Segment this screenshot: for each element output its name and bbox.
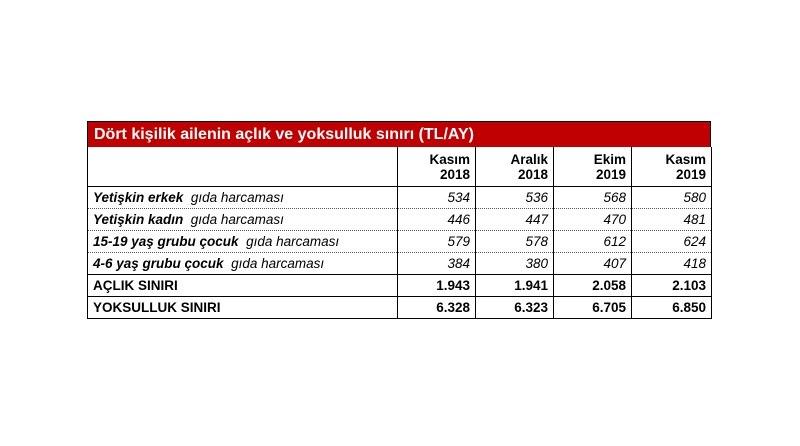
col-year: 2018 [398,167,476,186]
total-row [88,296,712,318]
cell-value: 568 [554,186,632,208]
cell-value: 481 [632,208,712,230]
table-row [88,230,712,252]
cell-value: 536 [476,186,554,208]
total-value: 2.058 [554,274,632,296]
poverty-line-table [87,121,711,319]
table-row [88,252,712,274]
cell-value: 612 [554,230,632,252]
total-value: 6.850 [632,296,712,318]
col-month: Ekim [554,147,632,167]
total-value: 1.943 [398,274,476,296]
total-row [88,274,712,296]
header-row-months [88,147,712,167]
total-value: 6.323 [476,296,554,318]
table-title: Dört kişilik ailenin açlık ve yoksulluk sınırı (TL/AY) [87,121,711,147]
col-year: 2019 [632,167,712,186]
cell-value: 418 [632,252,712,274]
data-table [87,147,712,319]
cell-value: 384 [398,252,476,274]
col-month: Aralık [476,147,554,167]
row-label: Yetişkin kadın gıda harcaması [88,208,398,230]
row-label: 15-19 yaş grubu çocuk gıda harcaması [88,230,398,252]
total-value: 2.103 [632,274,712,296]
header-empty [88,147,398,167]
cell-value: 470 [554,208,632,230]
col-year: 2019 [554,167,632,186]
total-value: 1.941 [476,274,554,296]
header-row-years [88,167,712,186]
cell-value: 624 [632,230,712,252]
cell-value: 446 [398,208,476,230]
col-year: 2018 [476,167,554,186]
total-value: 6.328 [398,296,476,318]
col-month: Kasım [398,147,476,167]
cell-value: 579 [398,230,476,252]
header-empty [88,167,398,186]
total-label: YOKSULLUK SINIRI [88,296,398,318]
cell-value: 380 [476,252,554,274]
row-label: 4-6 yaş grubu çocuk gıda harcaması [88,252,398,274]
total-value: 6.705 [554,296,632,318]
table-row [88,186,712,208]
cell-value: 447 [476,208,554,230]
col-month: Kasım [632,147,712,167]
cell-value: 407 [554,252,632,274]
cell-value: 534 [398,186,476,208]
cell-value: 578 [476,230,554,252]
total-label: AÇLIK SINIRI [88,274,398,296]
table-row [88,208,712,230]
cell-value: 580 [632,186,712,208]
row-label: Yetişkin erkek gıda harcaması [88,186,398,208]
